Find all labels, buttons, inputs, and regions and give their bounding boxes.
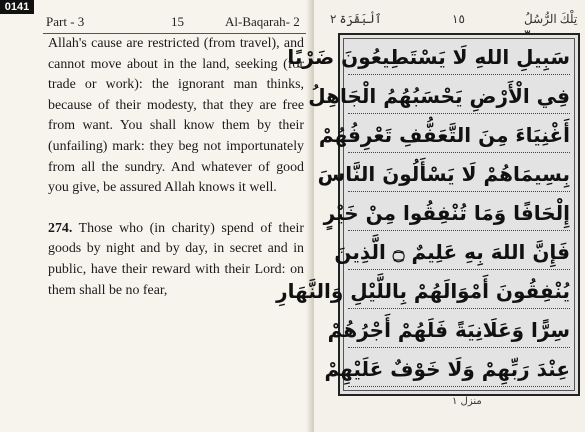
arabic-line: بِسِيمَاهُمْ لَا يَسْأَلُونَ النَّاسَ [348,158,570,192]
arabic-line: فِي الْأَرْضِ يَحْسَبُهُمُ الْجَاهِلُ [348,80,570,114]
translation-text [48,34,304,301]
arabic-text-frame [276,33,580,396]
arabic-line: أَغْنِيَاءَ مِنَ التَّعَفُّفِ تَعْرِفُهُمْ [348,119,570,153]
arabic-line: سَبِيلِ اللهِ لَا يَسْتَطِيعُونَ ضَرْبًا [348,41,570,75]
arabic-line: إِلْحَافًا وَمَا تُنْفِقُوا مِنْ خَيْرٍ [348,197,570,231]
arabic-line: عِنْدَ رَبِّهِمْ وَلَا خَوْفٌ عَلَيْهِمْ [348,353,570,387]
page-number: 15 [171,14,184,29]
arabic-line: سِرًّا وَعَلَانِيَةً فَلَهُمْ أَجْرُهُمْ [348,314,570,348]
manzil-footer: منزل ١ [452,396,482,407]
verse-text: Those who (in charity) spend of their goods by night and by day, in secret and in public, have their reward with their Lord: on them shall be no fear, [48,220,304,298]
arabic-line: فَإِنَّ اللهَ بِهِ عَلِيمٌ ۝ الَّذِينَ [348,236,570,270]
paragraph [48,219,304,301]
arabic-page-number: ١٥ [452,12,465,26]
surah-label: Al-Baqarah- 2 [225,14,300,29]
arabic-surah-label: ٱلْبَقَرَة ٢ [330,12,382,26]
part-label: Part - 3 [46,14,85,29]
juz-label: تِلْكَ الرُّسُلُ [524,12,578,26]
paragraph: Allah's cause are restricted (from travel), and cannot move about in the land, seeking (for trade or work): the ignorant man thinks, because of their modesty, that they are free from want. You shall know them by their (unfailing) mark: they beg not importunately from all the sundry. And whatever of good you give, be assured Allah knows it well. [48,36,304,196]
arabic-line: يُنْفِقُونَ أَمْوَالَهُمْ بِاللَّيْلِ وَالنَّهَارِ [348,275,570,309]
verse-number: 274. [48,220,73,236]
page-id-badge: 0141 [0,0,34,14]
